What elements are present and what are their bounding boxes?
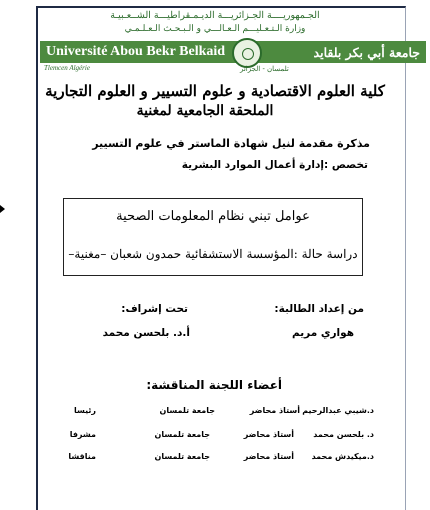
faculty-annex: الملحقة الجامعية لمغنية xyxy=(136,103,274,119)
member-name: د. بلحسن محمد xyxy=(313,430,374,439)
member-role: مناقشا xyxy=(68,452,96,461)
member-rank: أستاذ محاضر xyxy=(243,430,294,439)
thesis-title-box xyxy=(63,198,363,276)
member-name: د.شيبي عبدالرحيم xyxy=(302,406,374,415)
member-name: د.ميكيدش محمد xyxy=(311,452,374,461)
prepared-by-label: من إعداد الطالبة: xyxy=(274,303,364,315)
student-name: هواري مريم xyxy=(292,327,354,339)
city-fr: Tlemcen Algérie xyxy=(44,64,90,72)
member-role: مشرفا xyxy=(69,430,96,439)
specialization-line: تخصص :إدارة أعمال الموارد البشرية xyxy=(181,159,368,171)
city-ar: تلمسان - الجزائر xyxy=(240,65,289,73)
member-university: جامعة تلمسان xyxy=(154,452,210,461)
university-name-fr: Université Abou Bekr Belkaid xyxy=(46,44,226,59)
committee-title: أعضاء اللجنة المناقشة: xyxy=(146,378,282,392)
member-university: جامعة تلمسان xyxy=(154,430,210,439)
ministry-header: وزارة الـتـعـليـــم الـعـالـــي و الـبـحـث الـعـلـمـي xyxy=(124,24,306,34)
mouse-cursor-icon xyxy=(0,205,5,213)
university-logo-icon xyxy=(232,38,262,68)
republic-header: الجـمهوريــــة الجـزائريـــة الديـمـقراطيـــة الشــعـبيـة xyxy=(110,10,320,21)
university-name-ar: جامعة أبي بكر بلقايد xyxy=(313,44,420,60)
member-university: جامعة تلمسان xyxy=(159,406,215,415)
member-rank: أستاذ محاضر xyxy=(249,406,300,415)
member-rank: أستاذ محاضر xyxy=(243,452,294,461)
supervisor-label: تحت إشراف: xyxy=(121,303,188,315)
faculty-name: كلية العلوم الاقتصادية و علوم التسيير و العلوم التجارية xyxy=(45,82,385,100)
memo-line: مذكرة مقدمة لنيل شهادة الماستر في علوم التسيير xyxy=(92,137,370,150)
member-role: رئيسا xyxy=(73,406,96,415)
case-study: دراسة حالة :المؤسسة الاستشفائية حمدون شعبان –مغنية– xyxy=(68,247,358,261)
supervisor-name: أ.د. بلحسن محمد xyxy=(102,327,190,339)
thesis-title: عوامل تبني نظام المعلومات الصحية xyxy=(116,209,310,224)
